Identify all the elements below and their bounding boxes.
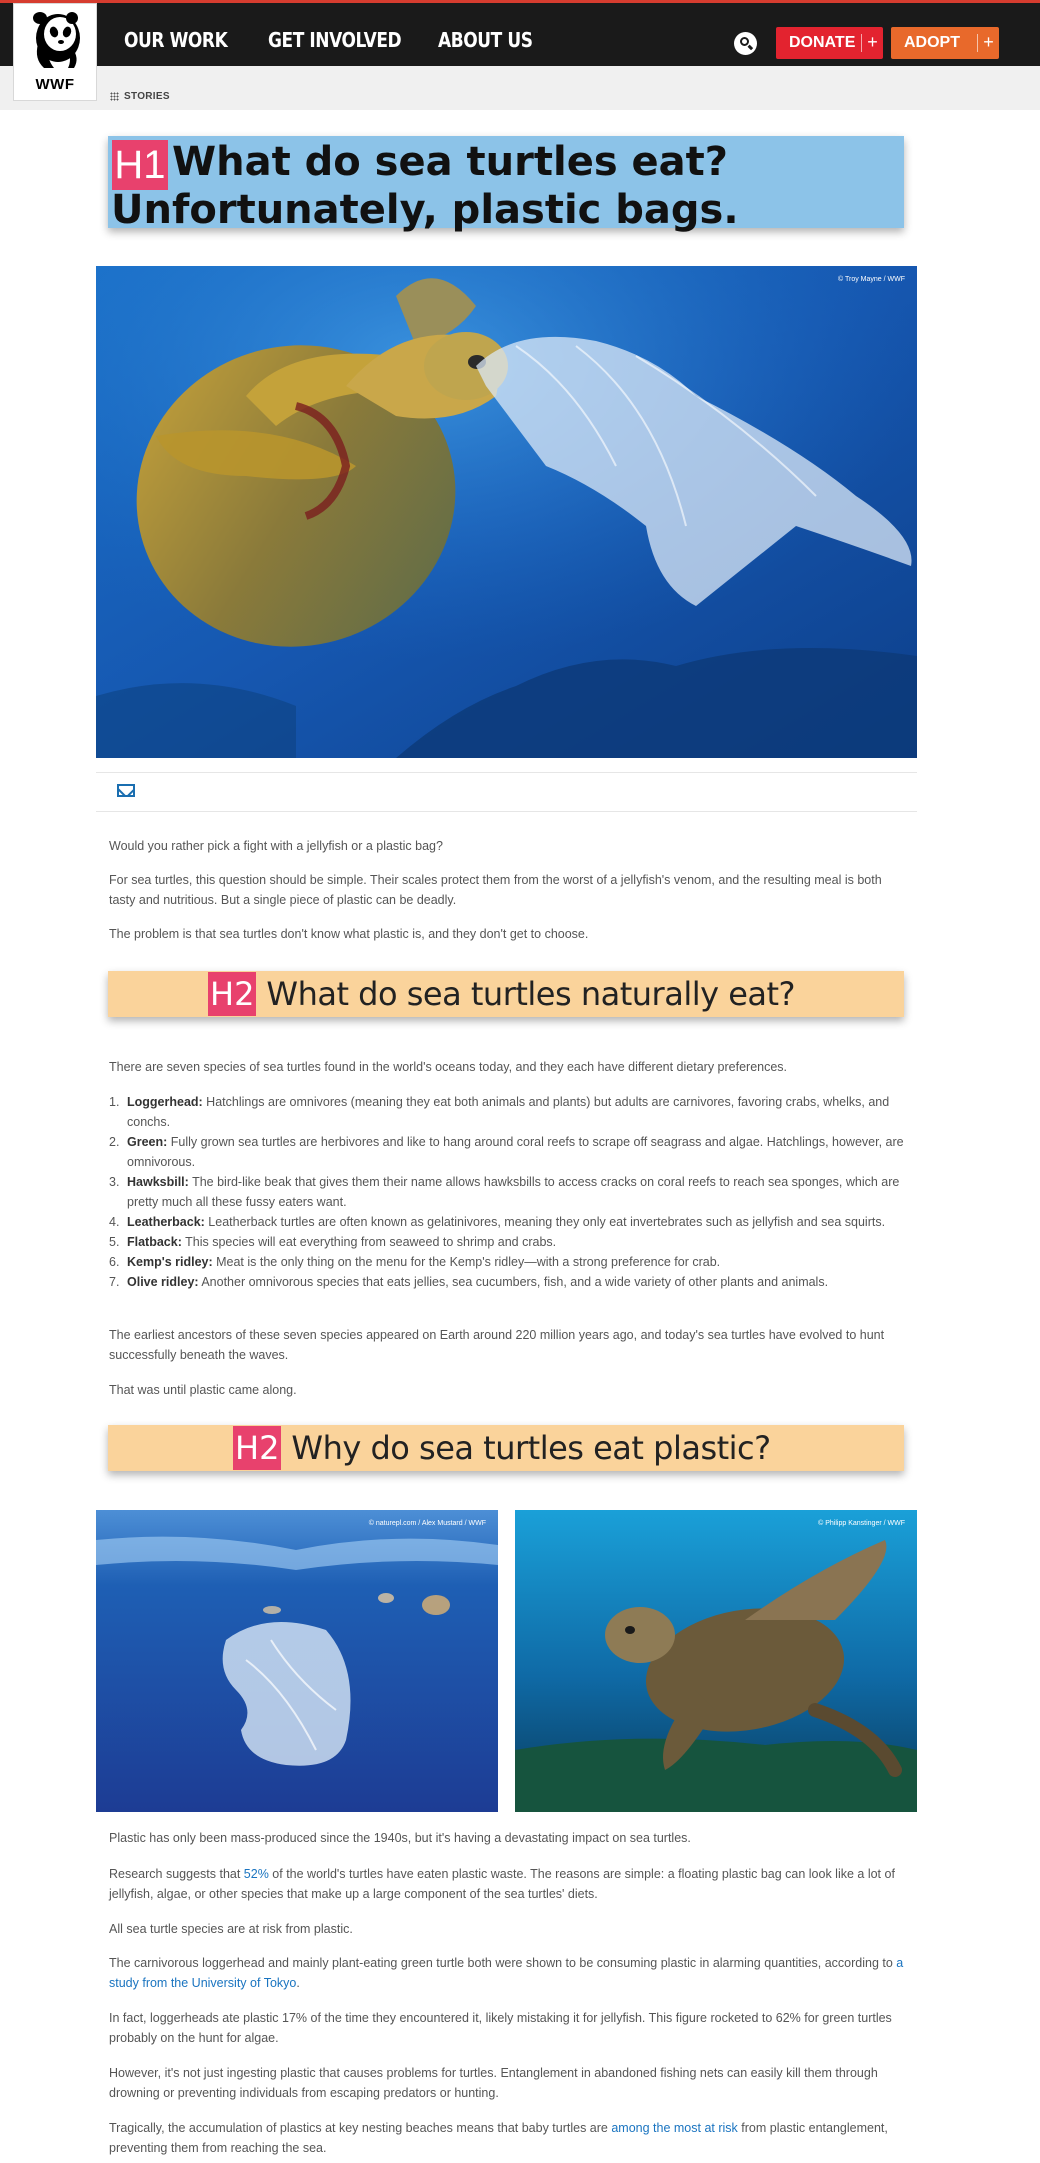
link-52-percent[interactable]: 52% bbox=[243, 1867, 269, 1881]
list-item: 4. Leatherback: Leatherback turtles are often known as gelatinivores, meaning they only eat invertebrates such as jellyfish and sea squirts. bbox=[109, 1215, 886, 1229]
main-nav bbox=[124, 28, 578, 52]
ancestors-paragraph: The earliest ancestors of these seven species appeared on Earth around 220 million years ago, and today's sea turtles have evolved to hunt successfully beneath the waves. bbox=[109, 1328, 885, 1362]
why-paragraph-5: In fact, loggerheads ate plastic 17% of the time they encountered it, likely mistaking it for jellyfish. This figure rocketed to 62% for green turtles probably on the hunt for algae. bbox=[109, 2011, 892, 2045]
intro-paragraph-1: Would you rather pick a fight with a jellyfish or a plastic bag? bbox=[109, 839, 443, 853]
donate-label: DONATE bbox=[789, 34, 856, 51]
why-paragraph-1: Plastic has only been mass-produced since the 1940s, but it's having a devastating impact on sea turtles. bbox=[109, 1831, 691, 1845]
sub-navigation-bar bbox=[0, 66, 1040, 110]
list-item: 5. Flatback: This species will eat everything from seaweed to shrimp and crabs. bbox=[109, 1235, 557, 1249]
nav-about-us[interactable]: ABOUT US bbox=[438, 28, 533, 52]
section-heading-natural bbox=[208, 971, 795, 1017]
image-green-turtle-swimming bbox=[515, 1510, 917, 1812]
search-button[interactable] bbox=[734, 32, 757, 55]
why-paragraph-3: All sea turtle species are at risk from plastic. bbox=[109, 1922, 353, 1936]
email-share-icon[interactable] bbox=[117, 784, 135, 797]
page-title bbox=[108, 136, 739, 234]
donate-button[interactable] bbox=[776, 27, 883, 59]
plus-icon: + bbox=[861, 34, 883, 52]
top-navigation-bar bbox=[0, 0, 1040, 66]
h2-tag: H2 bbox=[233, 1426, 281, 1470]
plus-icon: + bbox=[977, 34, 999, 52]
image-credit-left: © naturepl.com / Alex Mustard / WWF bbox=[368, 1520, 486, 1527]
why-paragraph-4: The carnivorous loggerhead and mainly plant-eating green turtle both were shown to be consuming plastic in alarming quantities, according to a study from the University of Tokyo. bbox=[109, 1956, 904, 1990]
list-item: 7. Olive ridley: Another omnivorous species that eats jellies, sea cucumbers, fish, and a wide variety of other plants and animals. bbox=[109, 1275, 829, 1289]
stories-link[interactable] bbox=[110, 91, 170, 102]
hero-image-turtle-plastic-bag bbox=[96, 266, 917, 758]
section-heading-box-natural bbox=[108, 971, 904, 1017]
hero-image-credit: © Troy Mayne / WWF bbox=[838, 276, 905, 283]
stories-label: STORIES bbox=[124, 91, 170, 102]
nav-get-involved[interactable]: GET INVOLVED bbox=[268, 28, 402, 52]
image-credit-right: © Philipp Kanstinger / WWF bbox=[818, 1520, 905, 1527]
logo-text: WWF bbox=[35, 76, 75, 93]
page-title-line-1: What do sea turtles eat? bbox=[172, 139, 728, 185]
grid-icon bbox=[110, 92, 119, 101]
image-plastic-bag-underwater bbox=[96, 1510, 498, 1812]
section-heading-text: What do sea turtles naturally eat? bbox=[266, 975, 796, 1013]
intro-paragraph-2: For sea turtles, this question should be simple. Their scales protect them from the worst of a jellyfish's venom, and the resulting meal is both tasty and nutritious. But a single piece of plastic can be deadly. bbox=[109, 873, 882, 907]
until-plastic-paragraph: That was until plastic came along. bbox=[109, 1383, 297, 1397]
why-paragraph-7: Tragically, the accumulation of plastics at key nesting beaches means that baby turtles are among the most at risk from plastic entanglement, preventing them from reaching the sea. bbox=[109, 2121, 888, 2155]
species-intro: There are seven species of sea turtles found in the world's oceans today, and they each have different dietary preferences. bbox=[109, 1060, 788, 1074]
section-heading-text: Why do sea turtles eat plastic? bbox=[291, 1429, 771, 1467]
list-item: 1. Loggerhead: Hatchlings are omnivores (meaning they eat both animals and plants) but adults are carnivores, favoring crabs, whelks, and conchs. bbox=[109, 1095, 890, 1129]
h2-tag: H2 bbox=[208, 972, 256, 1016]
nav-our-work[interactable]: OUR WORK bbox=[124, 28, 228, 52]
list-item: 6. Kemp's ridley: Meat is the only thing on the menu for the Kemp's ridley—with a strong preference for crab. bbox=[109, 1255, 721, 1269]
list-item: 2. Green: Fully grown sea turtles are herbivores and like to hang around coral reefs to scrape off seagrass and algae. Hatchlings, however, are omnivorous. bbox=[109, 1135, 904, 1169]
section-heading-why bbox=[233, 1425, 771, 1471]
share-bar bbox=[96, 772, 917, 812]
h1-tag: H1 bbox=[112, 140, 168, 190]
page-title-box bbox=[108, 136, 904, 233]
list-item: 3. Hawksbill: The bird-like beak that gives them their name allows hawksbills to access cracks on coral reefs to reach sea sponges, which are pretty much all these fussy eaters want. bbox=[109, 1175, 900, 1209]
link-among-the-most-at-risk[interactable]: among the most at risk bbox=[611, 2121, 738, 2135]
panda-logo-icon bbox=[14, 4, 98, 76]
section-heading-box-why bbox=[108, 1425, 904, 1471]
intro-paragraph-3: The problem is that sea turtles don't know what plastic is, and they don't get to choose. bbox=[109, 927, 589, 941]
page-title-line-2: Unfortunately, plastic bags. bbox=[111, 187, 739, 233]
why-paragraph-2: Research suggests that 52% of the world's turtles have eaten plastic waste. The reasons are simple: a floating plastic bag can look like a lot of jellyfish, algae, or other species that make up a large component of the sea turtles' diets. bbox=[109, 1867, 895, 1901]
adopt-button[interactable] bbox=[891, 27, 999, 59]
adopt-label: ADOPT bbox=[904, 34, 960, 51]
species-list bbox=[109, 1092, 904, 1292]
link-university-of-tokyo-study[interactable]: a study from the University of Tokyo bbox=[109, 1956, 904, 1990]
wwf-logo[interactable] bbox=[13, 3, 97, 101]
why-paragraph-6: However, it's not just ingesting plastic that causes problems for turtles. Entanglement in abandoned fishing nets can easily kill them through drowning or preventing individuals from escaping predators or hunting. bbox=[109, 2066, 878, 2100]
